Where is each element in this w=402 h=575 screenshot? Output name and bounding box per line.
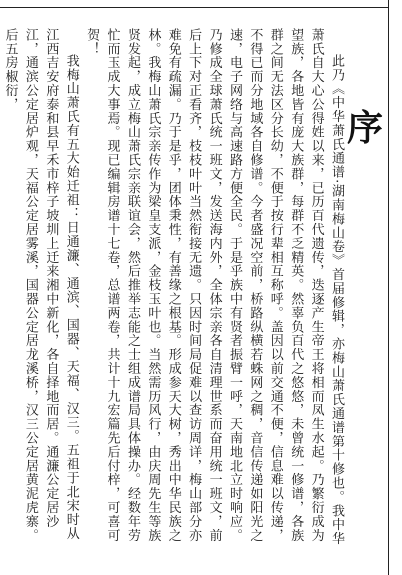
body-text [2,28,346,548]
top-border-line [0,7,389,8]
right-border-line [388,0,389,575]
page-title: 序 [346,107,383,149]
paragraph-2: 我梅山萧氏有五大始迁祖：日通濂、通滨、国器、天福、汉三。五祖于北宋时从江西吉安府泰和县早禾市梓子坡圳上迁来湘中新化，各自择地而居。通濂公定居沙江，通滨公定居炉观，天福公定居雾溪，国器公定居龙溪桥，汉三公定居黄泥虎寨。后五房椒衍， [2,28,79,543]
paragraph-1: 此乃《中华萧氏通谱·湖南梅山卷》首届修辑，亦梅山萧氏通谱第十修也。我中华萧氏自大心公得姓以来，已历百代遗传，迭逐产生帝王将相而凤生水起。乃繁衍成为望族，各地皆有庞大族群，每群不乏精英。然辜负百代之悠悠，未曾统一修谱，各族群之间无法区分长幼，不便于按行辈相互称呼。盖因以前交通不便，信息难以传递，不得已而分地域各自修谱。今者盛况空前，桥路纵横若蛛网之稠，音信传递如阳光之速，电子网络与高速路方便全民。于是乎族中有贤者振臂一呼，天南地北立时响应。乃修成全球萧氏统一班文，发送海内外，全体宗亲各自清理世系而奋用统一班文，前后上下对正看齐，枝枝叶叶当然衔接无遗。只因时间局促难以查访周详，梅山部分亦难免有疏漏。乃于是乎，团体秉性，有善缘之根基。形成参天大树，秀出中华民族之林。我梅山萧氏宗亲传作为梁皇支派，金枝玉叶也。当然需历风行，由庆周先生等族贤发起，成立梅山萧氏宗亲联谊会，然后推举志能之士组成谱局具体操办。经数年劳忙而玉成大事焉。现已编辑房谱十七卷，总谱两卷，共计十九宏篇先后付梓，可喜可贺！ [84,28,344,546]
